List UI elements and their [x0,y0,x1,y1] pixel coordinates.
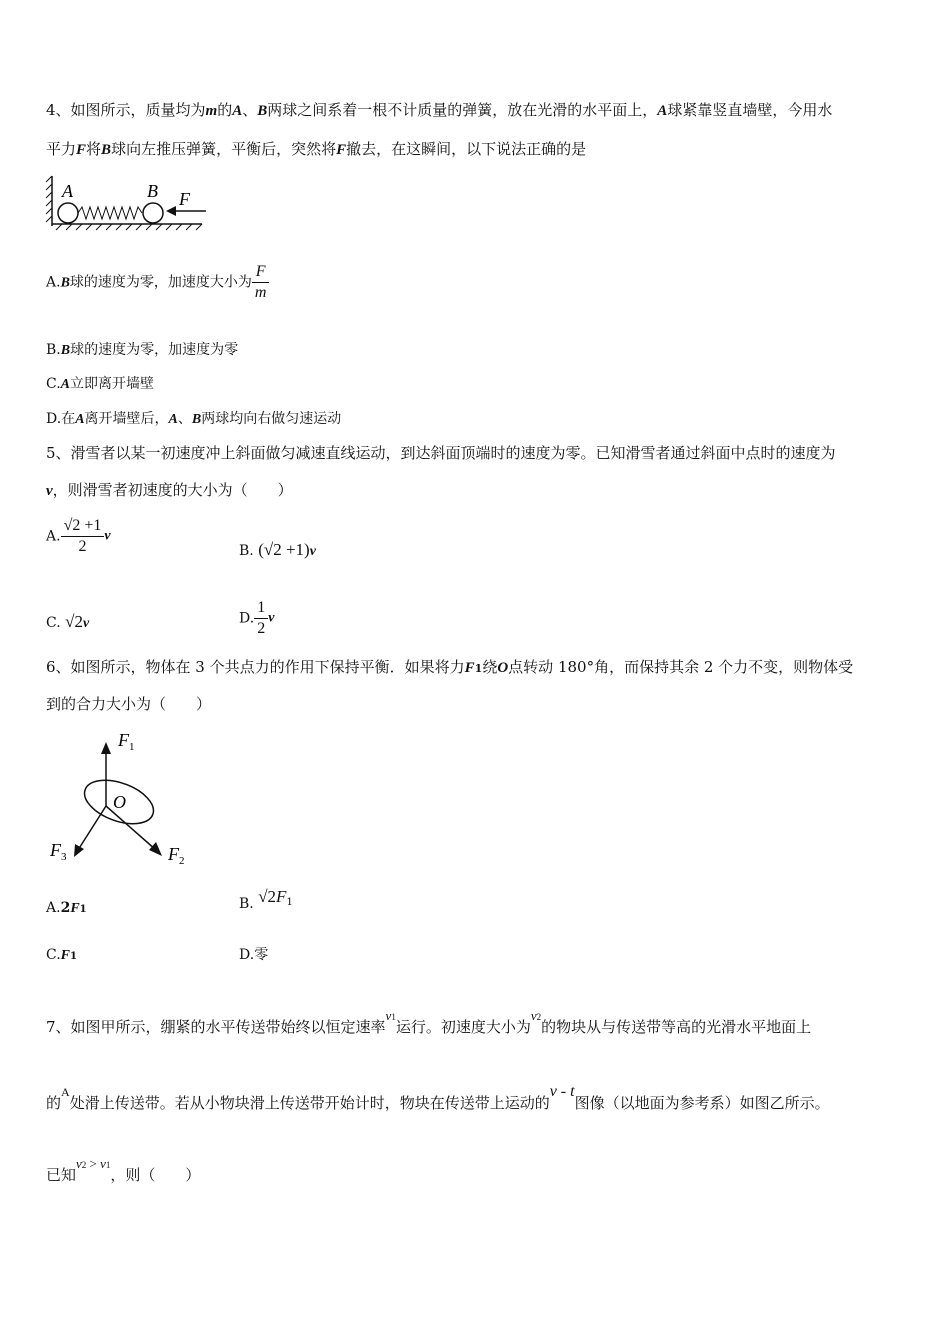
force-f2-head [149,842,162,856]
q4-option-b[interactable]: B.B球的速度为零，加速度为零 [46,342,239,358]
force-f2-shaft [106,806,156,850]
force-f-arrow-head [166,206,176,216]
q5-option-d[interactable]: D. $\frac{1}{2}$ v [239,599,275,637]
q4-option-d[interactable]: D.在A离开墙壁后，A、B两球均向右做匀速运动 [46,411,342,427]
symbol-v2: v2 [530,1008,542,1023]
floor-hatching [56,224,202,230]
q5-stem-line1: 5、滑雪者以某一初速度冲上斜面做匀减速直线运动，到达斜面顶端时的速度为零。已知滑雪者通过斜面中点时的速度为 [46,444,836,462]
q6-force-figure [44,726,214,872]
inequality-v2-gt-v1: v2 > v1 [76,1156,111,1171]
symbol-v1: v1 [385,1008,396,1023]
q4-option-c[interactable]: C.A立即离开墙壁 [46,376,155,392]
label-f3: $F_3$ [50,840,67,863]
fraction-sqrt2-plus1-over2: $\frac{√2 +1}{2}$ [61,516,105,557]
q5-option-c[interactable]: C. √2v [46,612,90,631]
q6-option-b[interactable]: B. $√2F^1$ [239,887,293,912]
label-b: B [147,181,158,201]
q6-option-a[interactable]: A.2F1 [46,900,87,916]
label-f2: $F_2$ [168,844,185,867]
wall-hatching [46,176,52,222]
q4-stem-line2: 平力F将B球向左推压弹簧，平衡后，突然将F撤去，在这瞬间，以下说法正确的是 [46,140,587,158]
force-f3-shaft [78,806,106,850]
label-a: A [62,181,73,201]
q7-stem-line3: 已知v2 > v1，则（ ） [46,1156,201,1184]
fraction-one-half: $\frac{1}{2}$ [254,598,268,639]
label-o: O [113,792,126,812]
q7-stem-line1: 7、如图甲所示，绷紧的水平传送带始终以恒定速率v1运行。初速度大小为v2的物块从与传送带等高的光滑水平地面上 [46,1008,812,1036]
q5-option-a[interactable]: A. $\frac{√2 +1}{2}$ v [46,517,111,555]
label-f1: $F_1$ [118,730,135,753]
q6-option-c[interactable]: C.F1 [46,947,77,963]
force-f1-head [101,742,111,754]
q6-stem-line1: 6、如图所示，物体在 3 个共点力的作用下保持平衡．如果将力F1绕O点转动 180°角，而保持其余 2 个力不变，则物体受 [46,658,854,676]
label-f: F [179,189,190,209]
q4-option-a[interactable]: A.B球的速度为零，加速度大小为 $\frac{F}{m}$ [46,262,269,303]
q6-stem-line2: 到的合力大小为（ ） [46,695,212,713]
ball-b [143,203,163,223]
spring [78,207,142,219]
force-f3-head [74,844,84,857]
q5-option-b[interactable]: B. (√2 +1)v [239,540,316,559]
q5-stem-line2: v，则滑雪者初速度的大小为（ ） [46,481,293,499]
q7-stem-line2: 的$^A$处滑上传送带。若从小物块滑上传送带开始计时，物块在传送带上运动的v - t图像（以地面为参考系）如图乙所示。 [46,1083,830,1112]
fraction-f-over-m: $\frac{F}{m}$ [252,262,270,303]
ball-a [58,203,78,223]
q4-stem-line1: 4、如图所示，质量均为m的A、B两球之间系着一根不计质量的弹簧，放在光滑的水平面上，A球紧靠竖直墙壁，今用水 [46,101,833,119]
q4-spring-figure [44,172,214,234]
q6-option-d[interactable]: D.零 [239,947,269,963]
